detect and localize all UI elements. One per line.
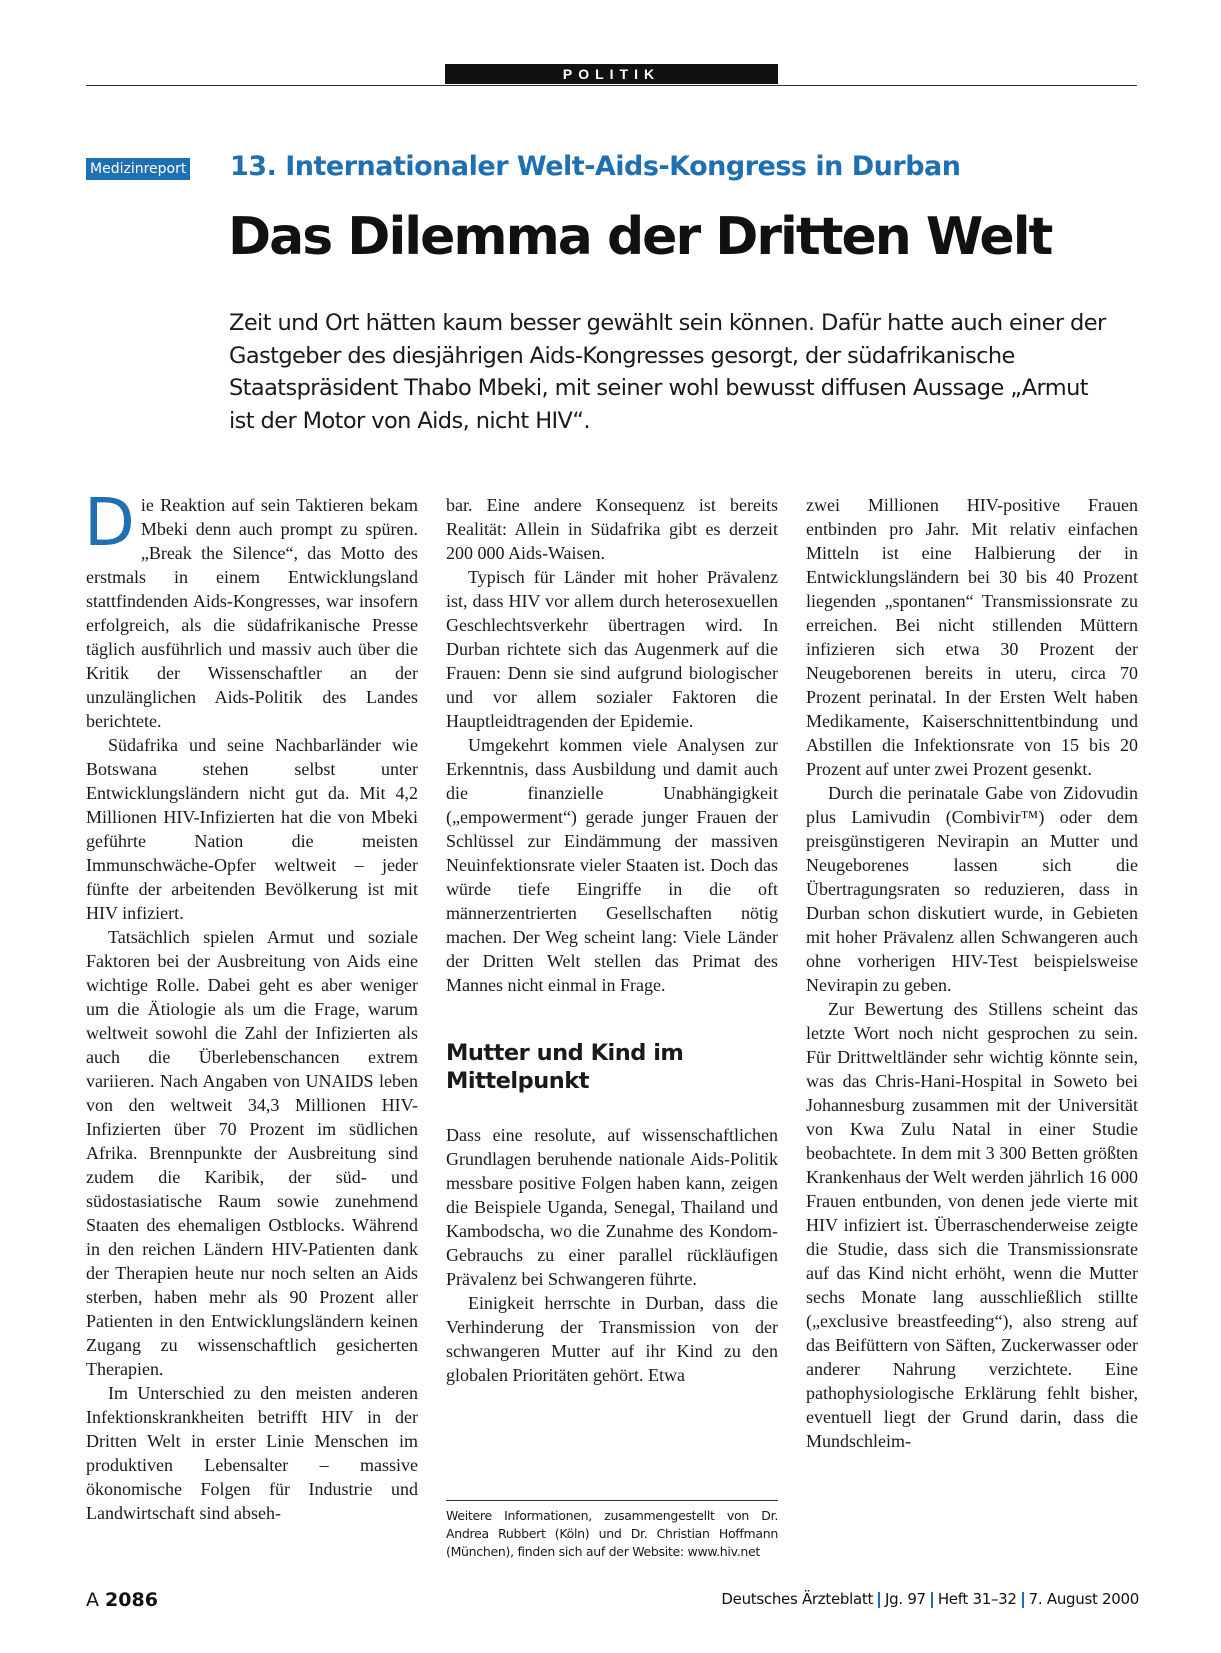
journal-volume: Jg. 97 bbox=[885, 1590, 926, 1608]
body-paragraph: Durch die perinatale Gabe von Zidovudin plus Lamivudin (Combivir™) oder dem preisgünstigeren Nevirapin an Mutter und Neugeborenes lassen sich die Übertragungsraten so reduzieren, dass in Durban schon diskutiert wurde, in Gebieten mit hoher Prävalenz allen Schwangeren auch ohne vorherigen HIV-Test beispielsweise Nevirapin zu geben. bbox=[806, 783, 1138, 995]
separator bbox=[1022, 1592, 1024, 1608]
header-rule bbox=[86, 85, 1137, 86]
separator bbox=[931, 1592, 933, 1608]
body-paragraph: bar. Eine andere Konsequenz ist bereits Realität: Allein in Südafrika gibt es derzeit 200 000 Aids-Waisen. bbox=[446, 495, 778, 563]
body-paragraph: Zur Bewertung des Stillens scheint das letzte Wort noch nicht gesprochen zu sein. Für Drittweltländer sehr wichtig könnte sein, was das Chris-Hani-Hospital in Soweto bei Johannesburg zusammen mit der Universität von Kwa Zulu Natal in einer Studie beobachtete. In dem mit 3 300 Betten größten Krankenhaus der Welt werden jährlich 16 000 Frauen entbunden, von denen jede vierte mit HIV infiziert ist. Überraschenderweise zeigte die Studie, dass sich die Transmissionsrate auf das Kind nicht erhöht, wenn die Mutter sechs Monate lang ausschließlich stillte („exclusive breastfeeding“), also streng auf das Beifüttern von Säften, Zuckerwasser oder anderer Nahrung verzichtete. Eine pathophysiologische Erklärung fehlt bisher, eventuell liegt der Grund darin, dass die Mundschleim- bbox=[806, 999, 1138, 1451]
body-paragraph: Im Unterschied zu den meisten anderen Infektionskrankheiten betrifft HIV in der Dritten Welt in erster Linie Menschen im produktiven Lebensalter – massive ökonomische Folgen für Industrie und Landwirtschaft sind abseh- bbox=[86, 1383, 418, 1523]
column-3 bbox=[806, 493, 1138, 1453]
body-paragraph: zwei Millionen HIV-positive Frauen entbinden pro Jahr. Mit relativ einfachen Mitteln ist eine Halbierung der in Entwicklungsländern bei 30 bis 40 Prozent liegenden „spontanen“ Transmissionsrate zu erreichen. Bei nicht stillenden Müttern infizieren sich etwa 30 Prozent der Neugeborenen bereits in uteru, circa 70 Prozent perinatal. In der Ersten Welt haben Medikamente, Kaiserschnittentbindung und Abstillen die Infektionsrate von 15 bis 20 Prozent auf unter zwei Prozent gesenkt. bbox=[806, 495, 1138, 779]
column-1 bbox=[84, 484, 418, 1525]
body-paragraph: Südafrika und seine Nachbarländer wie Botswana stehen selbst unter Entwicklungsländern nicht gut da. Mit 4,2 Millionen HIV-Infizierten hat die von Mbeki geführte Nation die meisten Immunschwäche-Opfer weltweit – jeder fünfte der arbeitenden Bevölkerung ist mit HIV infiziert. bbox=[86, 735, 418, 923]
footnote: Weitere Informationen, zusammengestellt von Dr. Andrea Rubbert (Köln) und Dr. Christian Hoffmann (München), finden sich auf der Website: www.hiv.net bbox=[446, 1500, 778, 1561]
section-label: POLITIK bbox=[445, 64, 778, 84]
body-paragraph: Dass eine resolute, auf wissenschaftlichen Grundlagen beruhende nationale Aids-Politik messbare positive Folgen haben kann, zeigen die Beispiele Uganda, Senegal, Thailand und Kambodscha, wo die Zunahme des Kondom-Gebrauchs zu einer parallel rückläufigen Prävalenz bei Schwangeren führte. bbox=[446, 1125, 778, 1289]
journal-name: Deutsches Ärzteblatt bbox=[721, 1590, 874, 1608]
lead-paragraph: Zeit und Ort hätten kaum besser gewählt sein können. Dafür hatte auch einer der Gastgeber des diesjährigen Aids-Kongresses gesorgt, der südafrikanische Staatspräsident Thabo Mbeki, mit seiner wohl bewusst diffusen Aussage „Armut ist der Motor von Aids, nicht HIV“. bbox=[229, 310, 1106, 434]
body-paragraph: Die Reaktion auf sein Taktieren bekam Mbeki denn auch prompt zu spüren. „Break the Silence“, das Motto des erstmals in einem Entwicklungsland stattfindenden Aids-Kongresses, war insofern erfolgreich, als die südafrikanische Presse täglich ausführlich und massiv auch über die Kritik der Wissenschaftler an der unzulänglichen Aids-Politik des Landes berichtete. bbox=[84, 484, 418, 731]
column-2 bbox=[446, 493, 778, 1387]
journal-issue: Heft 31–32 bbox=[937, 1590, 1017, 1608]
body-paragraph: Umgekehrt kommen viele Analysen zur Erkenntnis, dass Ausbildung und damit auch die finanzielle Unabhängigkeit („empowerment“) gerade junger Frauen der Schlüssel zur Eindämmung der massiven Neuinfektionsrate vieler Staaten ist. Doch das würde tiefe Eingriffe in die oft männerzentrierten Gesellschaften nötig machen. Der Weg scheint lang: Viele Länder der Dritten Welt stellen das Primat des Mannes nicht einmal in Frage. bbox=[446, 735, 778, 995]
headline: Das Dilemma der Dritten Welt bbox=[228, 207, 1052, 267]
kicker: 13. Internationaler Welt-Aids-Kongress in Durban bbox=[230, 151, 961, 182]
journal-info bbox=[721, 1590, 1139, 1608]
journal-date: 7. August 2000 bbox=[1028, 1590, 1139, 1608]
body-paragraph: Typisch für Länder mit hoher Prävalenz ist, dass HIV vor allem durch heterosexuellen Geschlechtsverkehr übertragen wird. In Durban richtete sich das Augenmerk auf die Frauen: Denn sie sind aufgrund biologischer und vor allem sozialer Faktoren die Hauptleidtragenden der Epidemie. bbox=[446, 567, 778, 731]
separator bbox=[878, 1592, 880, 1608]
rubric-badge: Medizinreport bbox=[86, 158, 190, 180]
drop-cap: D bbox=[84, 484, 135, 561]
body-paragraph: Tatsächlich spielen Armut und soziale Faktoren bei der Ausbreitung von Aids eine wichtige Rolle. Dabei geht es aber weniger um die Ätiologie als um die Frage, warum weltweit sowohl die Zahl der Infizierten als auch die Überlebenschancen extrem variieren. Nach Angaben von UNAIDS leben von den weltweit 34,3 Millionen HIV-Infizierten über 70 Prozent im südlichen Afrika. Brennpunkte der Ausbreitung sind zudem die Karibik, der süd- und südostasiatische Raum sowie zunehmend Staaten des ehemaligen Ostblocks. Während in den reichen Ländern HIV-Patienten dank der Therapien heute nur noch selten an Aids sterben, haben mehr als 90 Prozent aller Patienten in den Entwicklungsländern keinen Zugang zu wissenschaftlich gesicherten Therapien. bbox=[86, 927, 418, 1379]
section-subheading: Mutter und Kind im Mittelpunkt bbox=[446, 1040, 684, 1094]
body-paragraph: Einigkeit herrschte in Durban, dass die Verhinderung der Transmission von der schwangeren Mutter auf ihr Kind zu den globalen Prioritäten gehört. Etwa bbox=[446, 1293, 778, 1385]
page-number: A 2086 bbox=[86, 1589, 158, 1611]
